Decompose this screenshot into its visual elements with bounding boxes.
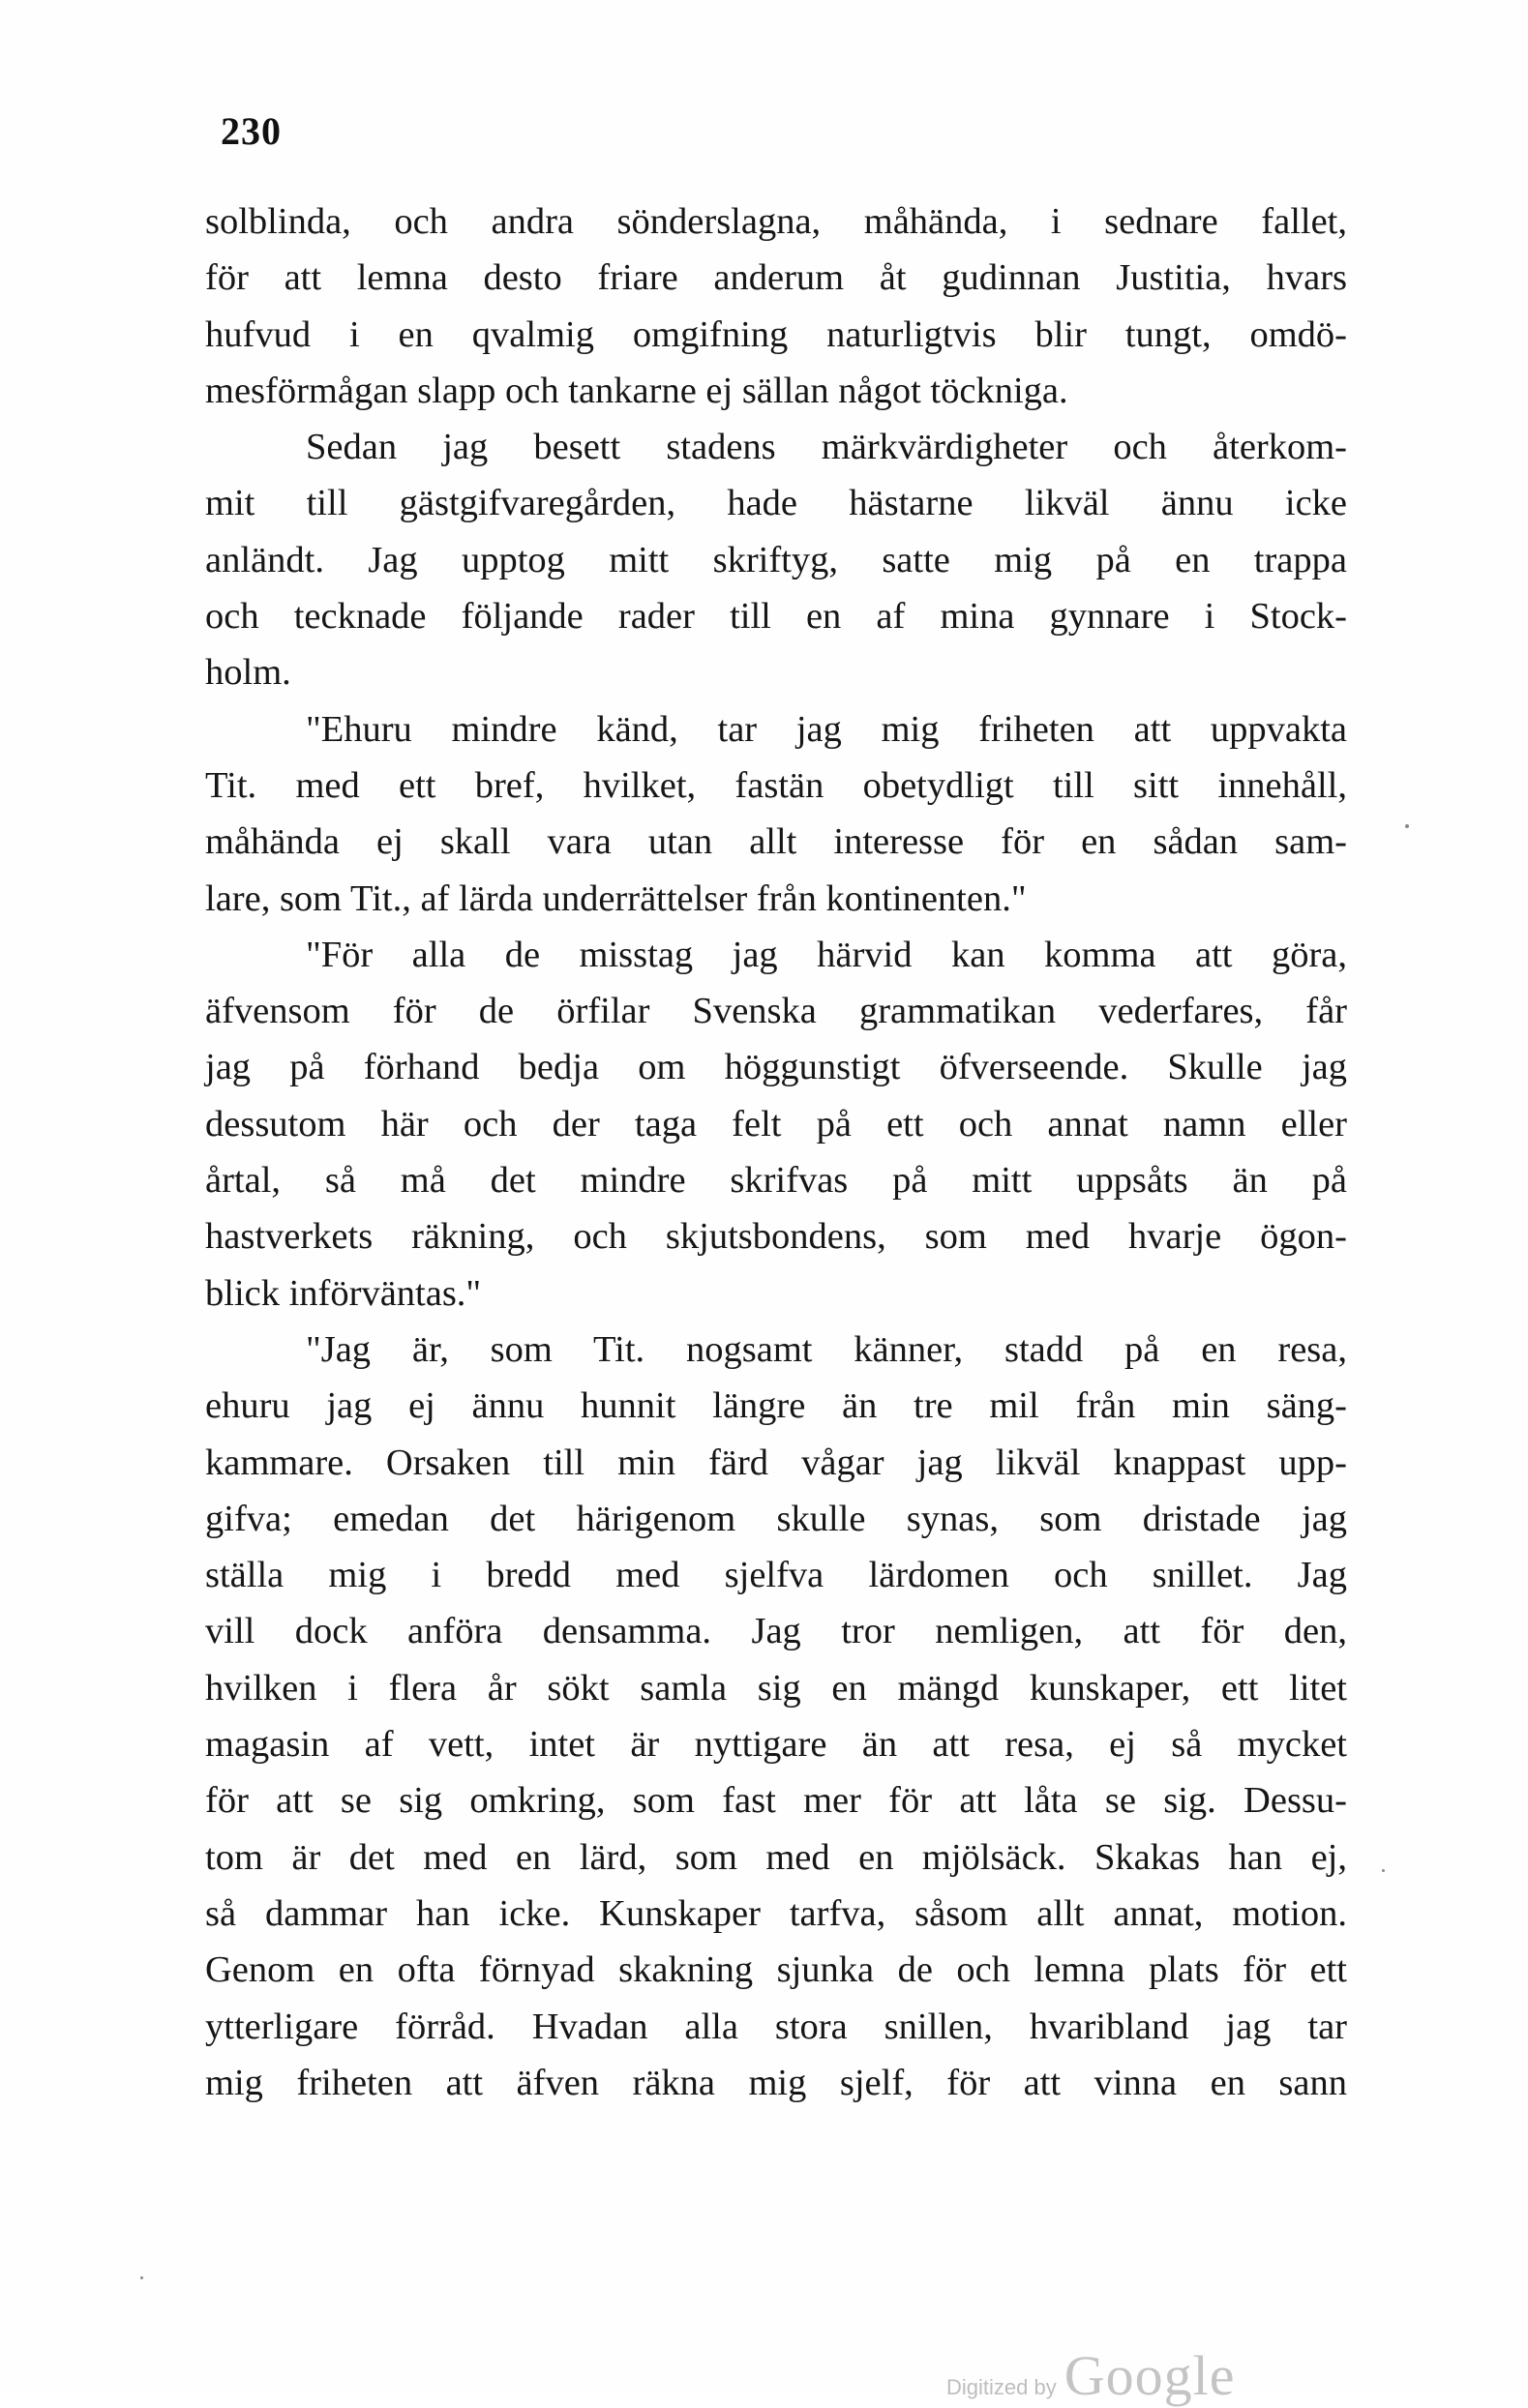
google-logo: Google <box>1064 2344 1236 2407</box>
scan-speck <box>140 2276 143 2279</box>
scan-speck <box>1382 1869 1385 1872</box>
text-line: årtal, så må det mindre skrifvas på mitt uppsåts än på <box>205 1160 1347 1202</box>
text-line: jag på förhand bedja om höggunstigt öfverseende. Skulle jag <box>205 1047 1347 1088</box>
text-line: Tit. med ett bref, hvilket, fastän obetydligt till sitt innehåll, <box>205 764 1347 806</box>
text-line: holm. <box>205 652 291 694</box>
text-line: mesförmågan slapp och tankarne ej sällan något töckniga. <box>205 370 1068 411</box>
text-line: så dammar han icke. Kunskaper tarfva, såsom allt annat, motion. <box>205 1892 1347 1934</box>
text-line: ytterligare förråd. Hvadan alla stora snillen, hvaribland jag tar <box>205 2006 1347 2047</box>
text-line: dessutom här och der taga felt på ett och annat namn eller <box>205 1103 1347 1145</box>
watermark-prefix: Digitized by <box>946 2375 1057 2399</box>
body-text <box>205 193 1347 2111</box>
digitized-watermark <box>946 2343 1235 2408</box>
text-line: blick införväntas." <box>205 1272 482 1314</box>
text-line: hufvud i en qvalmig omgifning naturligtvis blir tungt, omdö- <box>205 313 1347 355</box>
text-line: solblinda, och andra sönderslagna, måhända, i sednare fallet, <box>205 201 1347 242</box>
text-line: Sedan jag besett stadens märkvärdigheter och återkom- <box>306 427 1347 468</box>
text-line: vill dock anföra densamma. Jag tror nemligen, att för den, <box>205 1611 1347 1652</box>
text-line: kammare. Orsaken till min färd vågar jag likväl knappast upp- <box>205 1442 1347 1483</box>
scan-speck <box>1405 824 1409 828</box>
text-line: tom är det med en lärd, som med en mjölsäck. Skakas han ej, <box>205 1836 1347 1878</box>
text-line: hastverkets räkning, och skjutsbondens, som med hvarje ögon- <box>205 1216 1347 1258</box>
text-line: äfvensom för de örfilar Svenska grammatikan vederfares, får <box>205 991 1347 1032</box>
text-line: mit till gästgifvaregården, hade hästarne likväl ännu icke <box>205 483 1347 524</box>
text-line: och tecknade följande rader till en af mina gynnare i Stock- <box>205 596 1347 638</box>
text-line: "Jag är, som Tit. nogsamt känner, stadd på en resa, <box>306 1328 1347 1370</box>
text-line: magasin af vett, intet är nyttigare än att resa, ej så mycket <box>205 1724 1347 1766</box>
text-line: gifva; emedan det härigenom skulle synas, som dristade jag <box>205 1498 1347 1539</box>
text-line: ehuru jag ej ännu hunnit längre än tre mil från min säng- <box>205 1385 1347 1427</box>
page-number: 230 <box>221 109 282 153</box>
text-line: lare, som Tit., af lärda underrättelser från kontinenten." <box>205 877 1027 919</box>
text-line: Genom en ofta förnyad skakning sjunka de och lemna plats för ett <box>205 1949 1347 1991</box>
text-line: måhända ej skall vara utan allt interesse för en sådan sam- <box>205 821 1347 863</box>
text-line: anländt. Jag upptog mitt skriftyg, satte mig på en trappa <box>205 539 1347 580</box>
text-line: "Ehuru mindre känd, tar jag mig friheten att uppvakta <box>306 708 1347 750</box>
text-line: för att se sig omkring, som fast mer för att låta se sig. Dessu- <box>205 1780 1347 1822</box>
text-line: ställa mig i bredd med sjelfva lärdomen och snillet. Jag <box>205 1555 1347 1596</box>
text-line: hvilken i flera år sökt samla sig en mängd kunskaper, ett litet <box>205 1667 1347 1709</box>
text-line: "För alla de misstag jag härvid kan komma att göra, <box>306 934 1347 975</box>
text-line: för att lemna desto friare anderum åt gudinnan Justitia, hvars <box>205 257 1347 299</box>
text-line: mig friheten att äfven räkna mig sjelf, för att vinna en sann <box>205 2062 1347 2103</box>
